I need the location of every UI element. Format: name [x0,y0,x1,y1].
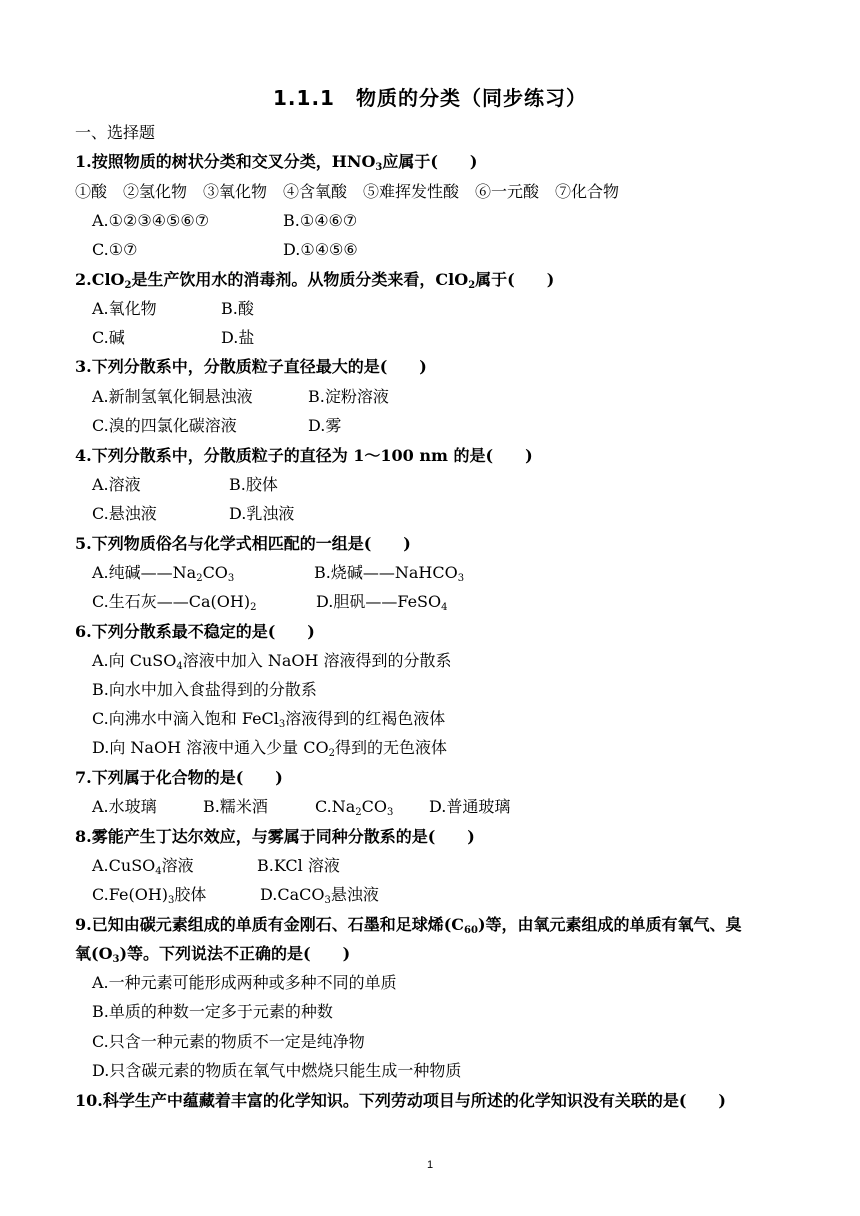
question-4-option-c: C.悬浊液 [92,504,157,523]
question-9-option-a: A.一种元素可能形成两种或多种不同的单质 [92,973,397,992]
question-3-option-b: B.淀粉溶液 [308,387,389,406]
question-7-option-d: D.普通玻璃 [429,797,511,816]
question-3-stem: 3.下列分散系中，分散质粒子直径最大的是( ) [75,357,427,376]
question-1-stem: 1.按照物质的树状分类和交叉分类，$HNO_3$应属于( ) [75,152,478,173]
question-5-option-c: C.生石灰$——Ca(OH)_2$ [92,592,257,613]
question-3-option-c: C.溴的四氯化碳溶液 [92,416,237,435]
question-1-option-b: B.①④⑥⑦ [283,211,358,230]
question-1-option-a: A.①②③④⑤⑥⑦ [92,211,210,230]
question-1-option-d: D.①④⑤⑥ [283,240,358,259]
question-6-option-d: D.向 NaOH 溶液中通入少量 $CO_2$得到的无色液体 [92,738,447,759]
question-8-option-c: $C.Fe(OH)_3$胶体 [92,885,207,906]
question-2-stem: 2.ClO$_2$是生产饮用水的消毒剂。从物质分类来看，ClO$_2$属于( ) [75,270,555,291]
question-7-option-a: A.水玻璃 [92,797,157,816]
question-3-option-d: D.雾 [308,416,342,435]
question-8-stem: 8.雾能产生丁达尔效应，与雾属于同种分散系的是( ) [75,827,475,846]
question-2-option-d: D.盐 [221,328,255,347]
question-4-option-a: A.溶液 [92,475,141,494]
question-9-option-b: B.单质的种数一定多于元素的种数 [92,1002,333,1021]
question-9-option-c: C.只含一种元素的物质不一定是纯净物 [92,1032,365,1051]
page-title: 1.1.1 物质的分类（同步练习） [273,86,587,110]
question-9-option-d: D.只含碳元素的物质在氧气中燃烧只能生成一种物质 [92,1061,462,1080]
question-4-option-d: D.乳浊液 [229,504,295,523]
question-8-option-d: D.CaCO$_3$悬浊液 [260,885,379,906]
question-1-option-c: C.①⑦ [92,240,138,259]
question-8-option-a: A.CuSO$_4$溶液 [92,856,194,877]
question-4-option-b: B.胶体 [229,475,278,494]
question-6-stem: 6.下列分散系最不稳定的是( ) [75,622,315,641]
question-2-option-b: B.酸 [221,299,254,318]
question-10-stem: 10.科学生产中蕴藏着丰富的化学知识。下列劳动项目与所述的化学知识没有关联的是( ) [75,1091,726,1110]
question-7-stem: 7.下列属于化合物的是( ) [75,768,283,787]
section-heading: 一、选择题 [75,123,156,142]
page-number: 1 [426,1159,434,1171]
question-5-option-a: A.纯碱$——Na_2CO_3$ [92,563,235,584]
question-5-stem: 5.下列物质俗名与化学式相匹配的一组是( ) [75,534,411,553]
question-5-option-b: B.烧碱——NaHCO$_3$ [314,563,465,584]
question-4-stem: 4.下列分散系中，分散质粒子的直径为 1～100 nm 的是( ) [75,446,533,465]
question-2-option-c: C.碱 [92,328,125,347]
question-5-option-d: D.胆矾——FeSO$_4$ [316,592,448,613]
question-1-items: ①酸 ②氢化物 ③氧化物 ④含氧酸 ⑤难挥发性酸 ⑥一元酸 ⑦化合物 [75,182,620,201]
question-6-option-c: C.向沸水中滴入饱和 FeCl$_3$溶液得到的红褐色液体 [92,709,446,730]
question-9-stem-line-2: 氧$(O_3)$等。下列说法不正确的是( ) [75,944,351,965]
question-9-stem-line-1: 9.已知由碳元素组成的单质有金刚石、石墨和足球烯$(C_{60})$等，由氧元素组成的单质有氧气、臭 [75,915,742,936]
question-2-option-a: A.氧化物 [92,299,157,318]
question-7-option-c: $C.Na_2CO_3$ [315,797,394,818]
question-7-option-b: B.糯米酒 [203,797,268,816]
question-6-option-b: B.向水中加入食盐得到的分散系 [92,680,317,699]
question-6-option-a: A.向 CuSO$_4$溶液中加入 NaOH 溶液得到的分散系 [92,651,452,672]
question-8-option-b: B.KCl 溶液 [257,856,340,875]
question-3-option-a: A.新制氢氧化铜悬浊液 [92,387,253,406]
